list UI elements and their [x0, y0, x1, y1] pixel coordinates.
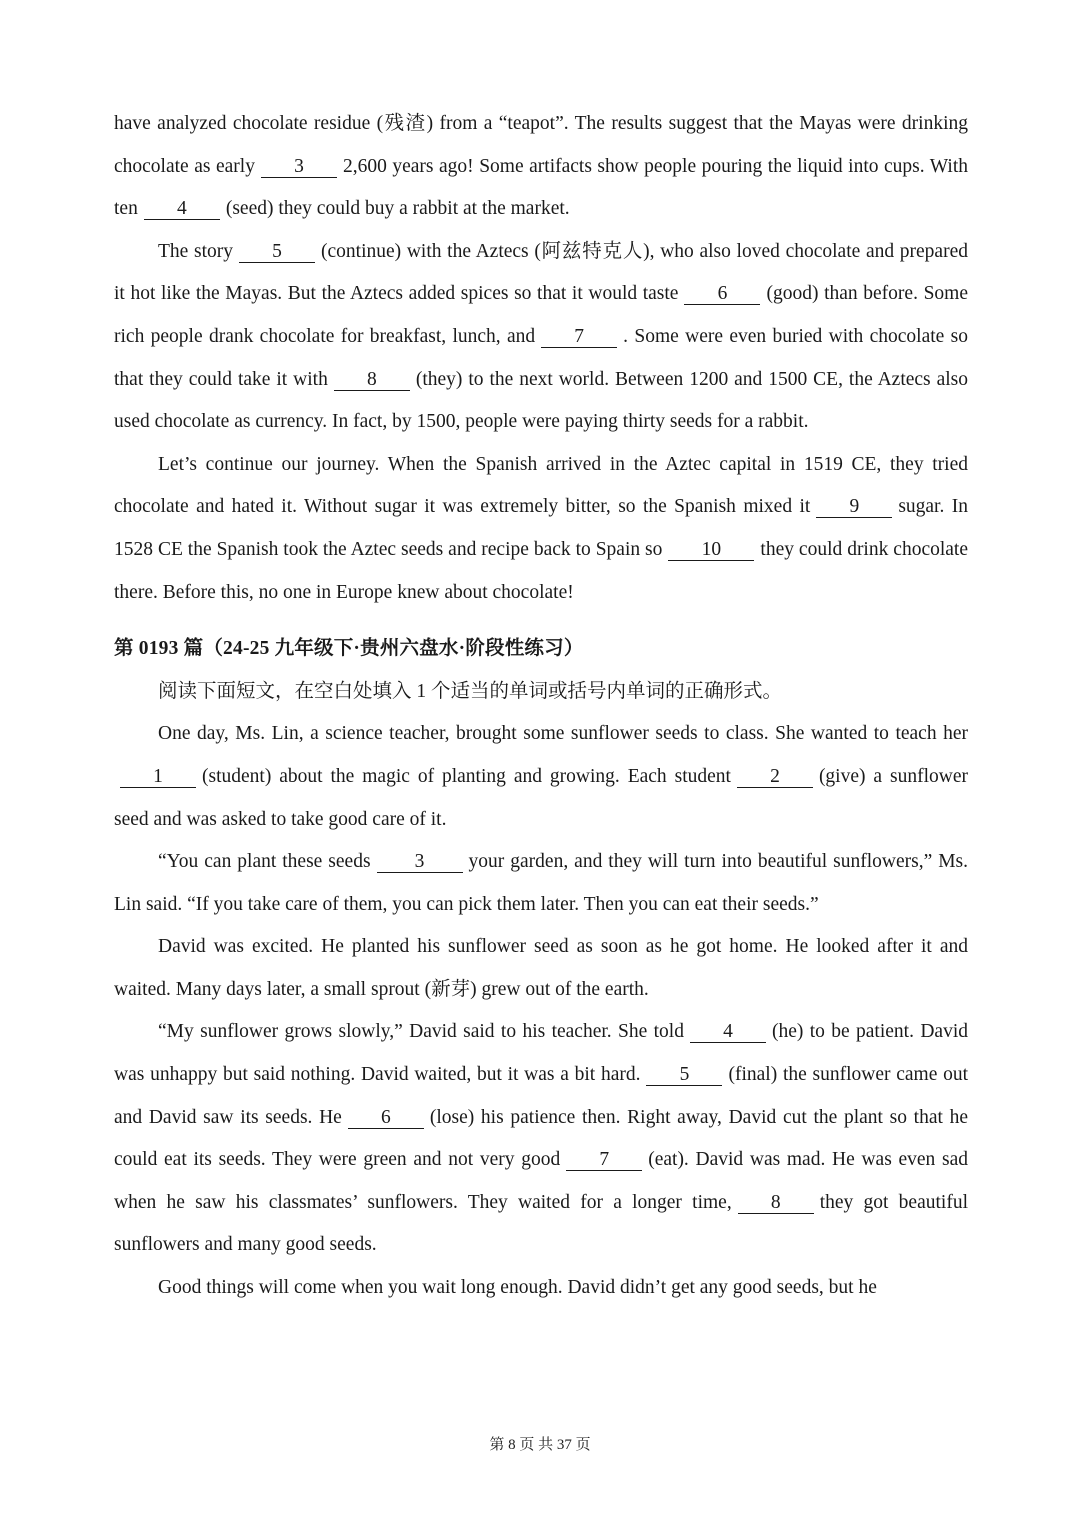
- passage1-paragraph-2: [114, 231, 968, 444]
- page-content: [114, 103, 968, 1310]
- blank-10: 10: [668, 540, 754, 561]
- passage2-text: (give) a sunflower seed and was asked to take good care of it.: [114, 765, 968, 830]
- passage2-text: they got beautiful sunflowers and many good seeds.: [114, 1191, 968, 1256]
- passage-instruction: 阅读下面短文，在空白处填入 1 个适当的单词或括号内单词的正确形式。: [158, 680, 783, 702]
- passage1-paragraph-3: [114, 444, 968, 614]
- passage1-text: (good) than before. Some rich people drank chocolate for breakfast, lunch, and: [114, 283, 968, 347]
- passage1-text: The story: [158, 240, 233, 262]
- passage1-text: . Some were even buried with chocolate so that they could take it with: [114, 325, 968, 390]
- passage2-paragraph-2: [114, 841, 968, 926]
- blank-3: 3: [261, 157, 337, 178]
- passage1-text: (seed) they could buy a rabbit at the market.: [225, 198, 570, 220]
- passage2-paragraph-1: [114, 713, 968, 841]
- blank-6: 6: [348, 1108, 424, 1129]
- passage1-text: they could drink chocolate there. Before this, no one in Europe knew about chocolate!: [114, 538, 968, 603]
- passage2-text: (he) to be patient. David was unhappy but said nothing. David waited, but it was a bit hard.: [114, 1021, 968, 1086]
- blank-8: 8: [334, 370, 410, 391]
- passage2-paragraph-5: Good things will come when you wait long enough. David didn’t get any good seeds, but he: [158, 1277, 877, 1299]
- passage1-text: 2,600 years ago! Some artifacts show people pouring the liquid into cups. With ten: [114, 155, 969, 220]
- blank-4: 4: [690, 1022, 766, 1043]
- blank-7: 7: [541, 327, 617, 348]
- passage1-text: (continue) with the Aztecs (阿兹特克人), who also loved chocolate and prepared it hot like the Mayas. But the Aztecs added spices so that it would taste: [114, 240, 968, 305]
- blank-6: 6: [684, 284, 760, 305]
- passage2-text: (student) about the magic of planting and growing. Each student: [202, 765, 731, 787]
- passage2-paragraph-4: [114, 1011, 968, 1267]
- passage1-text: Let’s continue our journey. When the Spanish arrived in the Aztec capital in 1519 CE, they tried chocolate and hated it. Without sugar it was extremely bitter, so the Spanish mixed it: [114, 453, 968, 518]
- passage2-text: (eat). David was mad. He was even sad when he saw his classmates’ sunflowers. They waited for a longer time,: [114, 1149, 969, 1213]
- passage2-text: “You can plant these seeds: [158, 851, 371, 873]
- passage1-text: sugar. In 1528 CE the Spanish took the Aztec seeds and recipe back to Spain so: [114, 496, 968, 560]
- blank-5: 5: [646, 1065, 722, 1086]
- passage1-text: (they) to the next world. Between 1200 and 1500 CE, the Aztecs also used chocolate as currency. In fact, by 1500, people were paying thirty seeds for a rabbit.: [114, 368, 968, 433]
- blank-2: 2: [737, 767, 813, 788]
- passage1-paragraph-1: [114, 103, 968, 231]
- passage2-text: (final) the sunflower came out and David saw its seeds. He: [114, 1064, 969, 1128]
- passage2-text: (lose) his patience then. Right away, David cut the plant so that he could eat its seeds. They were green and not very good: [114, 1106, 968, 1171]
- blank-8: 8: [738, 1193, 814, 1214]
- passage-heading: 第 0193 篇（24-25 九年级下·贵州六盘水·阶段性练习）: [114, 638, 584, 660]
- passage2-text: One day, Ms. Lin, a science teacher, brought some sunflower seeds to class. She wanted to teach her: [158, 723, 968, 745]
- blank-4: 4: [144, 199, 220, 220]
- passage2-text: “My sunflower grows slowly,” David said to his teacher. She told: [158, 1021, 684, 1043]
- page-footer: 第 8 页 共 37 页: [489, 1437, 591, 1453]
- passage1-text: have analyzed chocolate residue (残渣) from a “teapot”. The results suggest that the Mayas were drinking chocolate as early: [114, 113, 968, 177]
- blank-5: 5: [239, 242, 315, 263]
- passage2-paragraph-3: David was excited. He planted his sunflower seed as soon as he got home. He looked after it and waited. Many days later, a small sprout (新芽) grew out of the earth.: [114, 936, 968, 1000]
- blank-3: 3: [377, 852, 463, 873]
- blank-9: 9: [816, 497, 892, 518]
- blank-1: 1: [120, 767, 196, 788]
- passage2-text: your garden, and they will turn into beautiful sunflowers,” Ms. Lin said. “If you take care of them, you can pick them later. Then you can eat their seeds.”: [114, 851, 969, 915]
- blank-7: 7: [566, 1150, 642, 1171]
